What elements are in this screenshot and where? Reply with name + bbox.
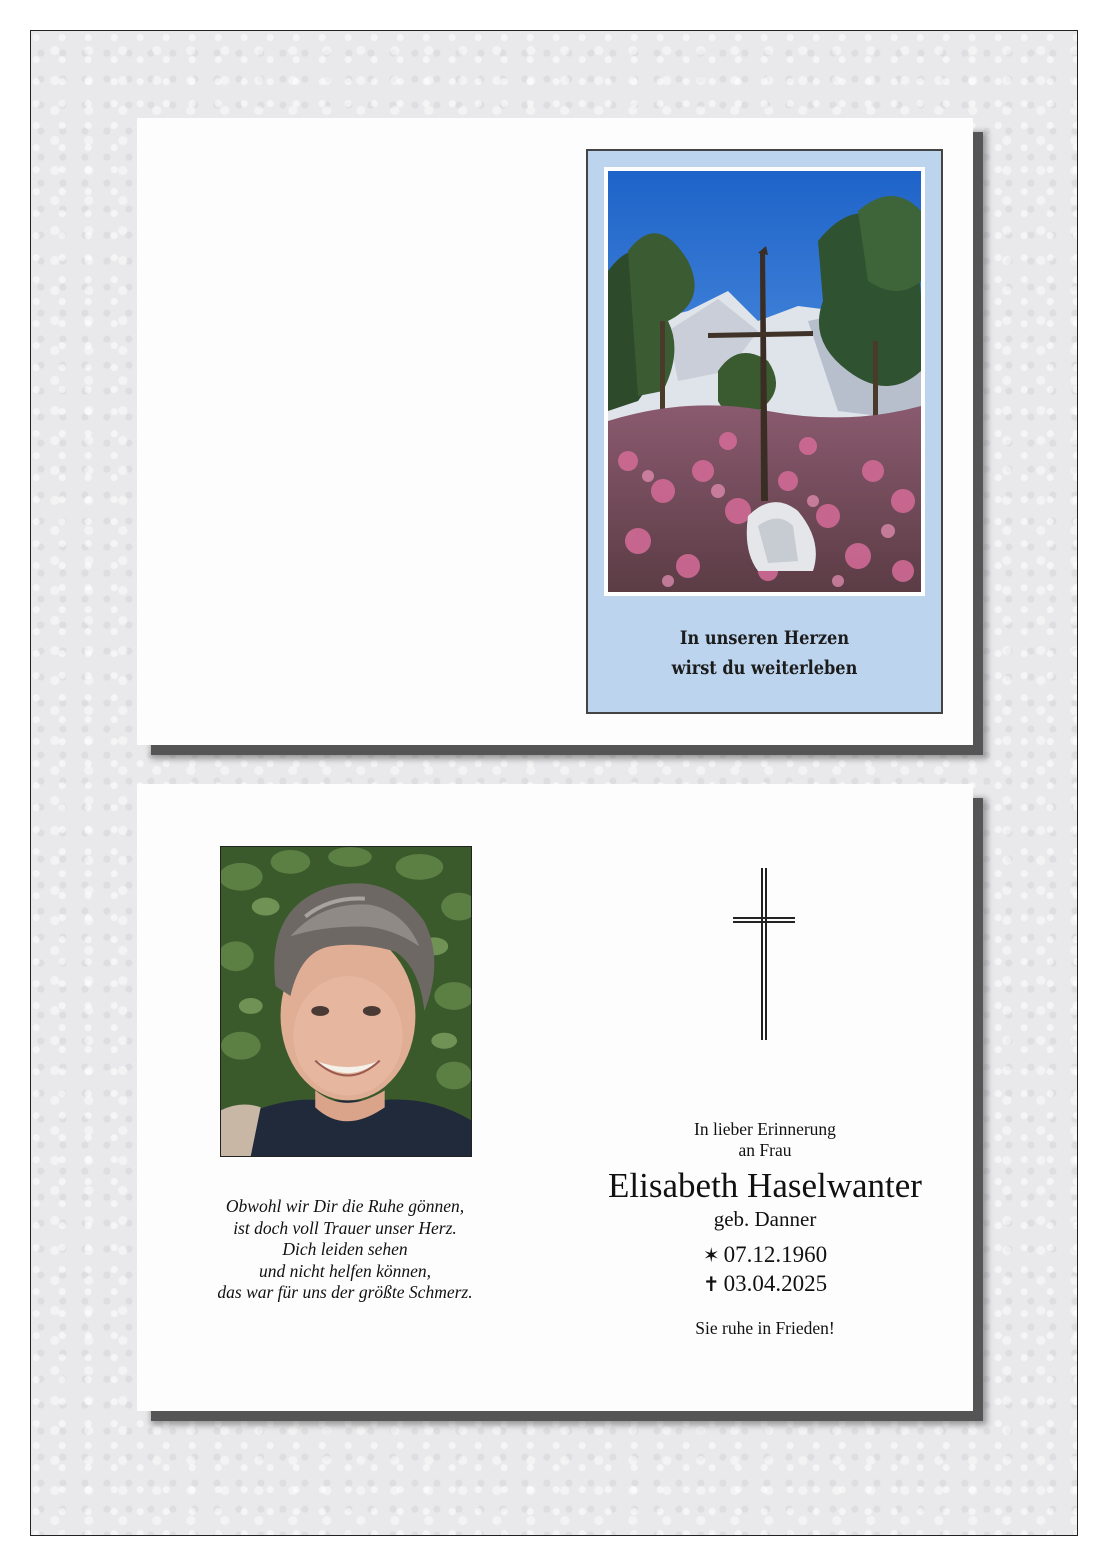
memorial-poem xyxy=(167,1196,523,1304)
poem-line: ist doch voll Trauer unser Herz. xyxy=(233,1217,457,1238)
intro-line: an Frau xyxy=(738,1140,792,1160)
death-date: 03.04.2025 xyxy=(723,1271,828,1296)
landscape-cross-photo xyxy=(608,171,921,592)
front-phrase xyxy=(614,623,914,683)
closing-line: Sie ruhe in Frieden! xyxy=(695,1318,835,1338)
landscape-photo-frame xyxy=(604,167,925,596)
memorial-sheet xyxy=(30,30,1078,1536)
card-inside xyxy=(137,784,973,1411)
front-phrase-line: In unseren Herzen xyxy=(679,627,850,649)
front-image-panel xyxy=(586,149,943,714)
poem-line: das war für uns der größte Schmerz. xyxy=(217,1282,473,1302)
death-date-row xyxy=(567,1270,963,1299)
deceased-name: Elisabeth Haselwanter xyxy=(608,1166,922,1205)
portrait-image xyxy=(221,847,471,1156)
maiden-name: geb. Danner xyxy=(713,1207,817,1231)
poem-line: Dich leiden sehen xyxy=(282,1239,408,1259)
poem-line: Obwohl wir Dir die Ruhe gönnen, xyxy=(225,1196,465,1216)
memorial-intro xyxy=(567,1119,963,1161)
card-front xyxy=(137,118,973,745)
portrait-photo xyxy=(220,846,472,1157)
life-dates xyxy=(567,1241,963,1299)
star-icon: ✶ xyxy=(702,1245,720,1267)
intro-line: In lieber Erinnerung xyxy=(694,1119,836,1139)
birth-date-row xyxy=(567,1241,963,1270)
cross-icon xyxy=(729,868,799,1040)
latin-cross-icon: ✝ xyxy=(702,1274,720,1296)
birth-date: 07.12.1960 xyxy=(723,1242,828,1267)
front-phrase-line: wirst du weiterleben xyxy=(671,657,858,679)
poem-line: und nicht helfen können, xyxy=(258,1260,432,1281)
